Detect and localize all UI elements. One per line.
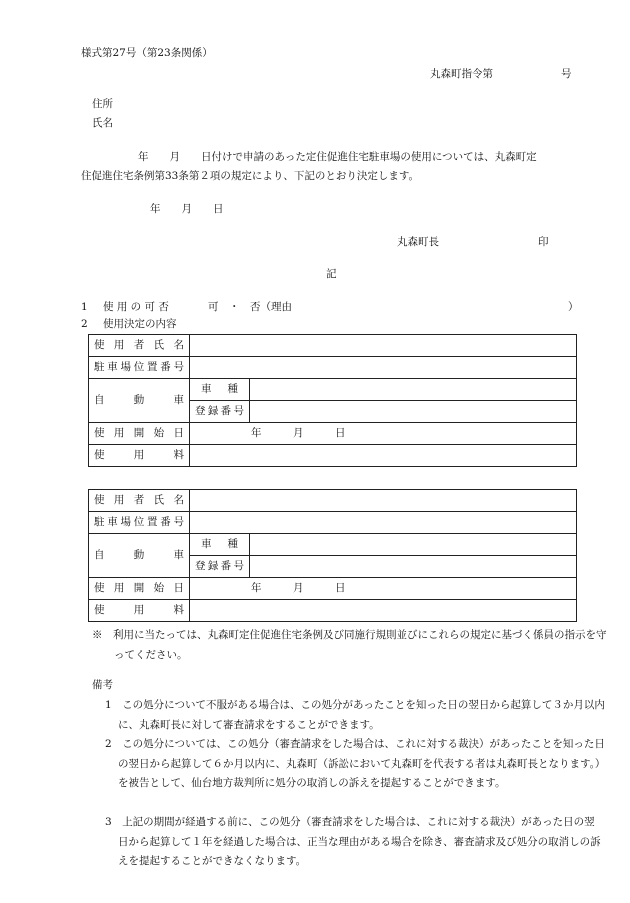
car-type-field[interactable]	[250, 379, 577, 401]
label-text: 車 種	[201, 383, 238, 396]
fee-field[interactable]	[190, 600, 577, 622]
usage-note: ※ 利用に当たっては、丸森町定住促進住宅条例及び同施行規則並びにこれらの規定に基づく係員の指示を守ってください。	[92, 629, 607, 661]
doc-number-prefix: 丸森町指令第	[430, 68, 493, 80]
doc-number-suffix: 号	[561, 68, 572, 80]
remark-num: 1	[105, 699, 112, 711]
label-text: 使 用 者 氏 名	[94, 494, 184, 507]
remark-text: 上記の期間が経過する前に、この処分（審査請求をした場合は、これに対する裁決）があった日の翌日から起算して１年を経過した場合は、正当な理由がある場合を除き、審査請求及び処分の取消しの訴えを提起することができなくなります。	[118, 816, 601, 868]
parking-no-field[interactable]	[190, 512, 577, 534]
date-value: 年 月 日	[251, 582, 346, 595]
item1-label: 使 用 の 可 否	[103, 301, 169, 313]
item1-close-paren: ）	[568, 301, 579, 313]
seal-mark: 印	[538, 236, 549, 248]
table-row	[89, 512, 577, 534]
label-text: 駐 車 場 位 置 番 号	[94, 361, 184, 374]
name-label: 氏名	[92, 117, 113, 129]
reg-no-field[interactable]	[250, 401, 577, 423]
fee-label	[89, 445, 190, 467]
remark-num: 3	[105, 816, 112, 828]
label-text: 駐 車 場 位 置 番 号	[94, 516, 184, 529]
car-type-field[interactable]	[250, 534, 577, 556]
remarks-title: 備考	[92, 679, 113, 691]
table-row	[89, 490, 577, 512]
remark-3	[105, 813, 605, 872]
item2-num: 2	[81, 318, 88, 330]
remark-num: 2	[105, 738, 112, 750]
label-text: 登 録 番 号	[195, 560, 244, 573]
vehicle-label	[89, 534, 190, 578]
intro-line-2: 住促進住宅条例第33条第２項の規定により、下記のとおり決定します。	[81, 170, 420, 182]
car-type-label	[190, 534, 250, 556]
table-row	[89, 600, 577, 622]
table-row	[89, 423, 577, 445]
label-text: 使 用 開 始 日	[94, 427, 184, 440]
car-type-label	[190, 379, 250, 401]
item1-num: 1	[81, 301, 88, 313]
fee-label	[89, 600, 190, 622]
label-text: 登 録 番 号	[195, 405, 244, 418]
remark-2	[105, 735, 605, 794]
table-row	[89, 445, 577, 467]
reg-no-label	[190, 556, 250, 578]
table-row	[89, 578, 577, 600]
start-date-field[interactable]	[190, 578, 577, 600]
user-name-label	[89, 490, 190, 512]
vehicle-label	[89, 379, 190, 423]
form-id: 様式第27号（第23条関係）	[81, 47, 213, 59]
decision-date: 年 月 日	[150, 203, 224, 215]
usage-table-2	[88, 489, 577, 622]
item1-value: 可 ・ 否（理由	[208, 301, 292, 313]
table-row	[89, 534, 577, 556]
table-row	[89, 379, 577, 401]
label-text: 使 用 者 氏 名	[94, 339, 184, 352]
label-text: 使 用 料	[94, 604, 184, 617]
label-text: 使 用 開 始 日	[94, 582, 184, 595]
intro-line-1: 年 月 日付けで申請のあった定住促進住宅駐車場の使用については、丸森町定	[138, 151, 537, 163]
table-row	[89, 357, 577, 379]
start-date-label	[89, 423, 190, 445]
label-text: 車 種	[201, 538, 238, 551]
start-date-label	[89, 578, 190, 600]
user-name-field[interactable]	[190, 490, 577, 512]
parking-no-label	[89, 512, 190, 534]
mayor-title: 丸森町長	[397, 236, 439, 248]
reg-no-label	[190, 401, 250, 423]
label-text: 使 用 料	[94, 449, 184, 462]
table-row	[89, 335, 577, 357]
item2-label: 使用決定の内容	[103, 318, 177, 330]
remark-text: この処分について不服がある場合は、この処分があったことを知った日の翌日から起算して３か月以内に、丸森町長に対して審査請求をすることができます。	[118, 699, 605, 731]
label-text: 自 動 車	[94, 549, 184, 562]
reg-no-field[interactable]	[250, 556, 577, 578]
address-label: 住所	[92, 98, 113, 110]
remark-text: この処分については、この処分（審査請求をした場合は、これに対する裁決）があったことを知った日の翌日から起算して６か月以内に、丸森町（訴訟において丸森町を代表する者は丸森町長となります。）を被告として、仙台地方裁判所に処分の取消しの訴えを提起することができます。	[118, 738, 605, 790]
remark-1	[105, 696, 605, 735]
user-name-field[interactable]	[190, 335, 577, 357]
label-text: 自 動 車	[94, 394, 184, 407]
user-name-label	[89, 335, 190, 357]
usage-table-1	[88, 334, 577, 467]
parking-no-label	[89, 357, 190, 379]
start-date-field[interactable]	[190, 423, 577, 445]
ki-heading: 記	[326, 268, 337, 280]
date-value: 年 月 日	[251, 427, 346, 440]
parking-no-field[interactable]	[190, 357, 577, 379]
fee-field[interactable]	[190, 445, 577, 467]
